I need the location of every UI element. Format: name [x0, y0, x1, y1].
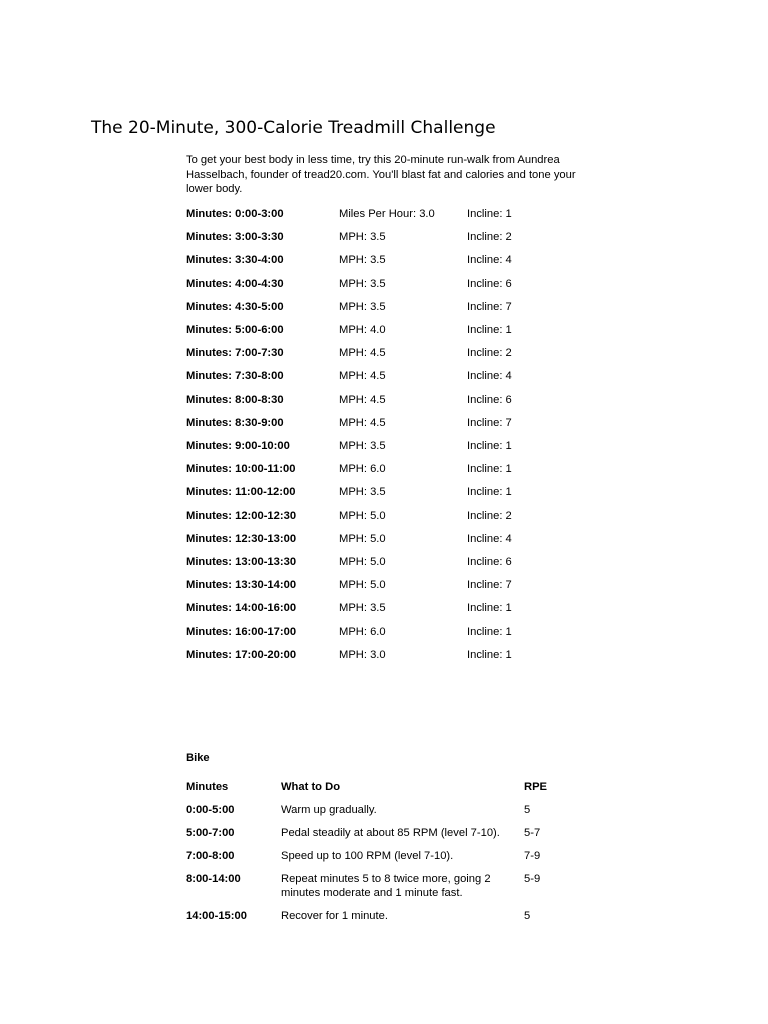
treadmill-incline: Incline: 7: [467, 300, 512, 313]
treadmill-speed: MPH: 3.0: [339, 648, 386, 661]
bike-what-to-do: Repeat minutes 5 to 8 twice more, going 2 minutes moderate and 1 minute fast.: [281, 873, 491, 899]
treadmill-incline: Incline: 6: [467, 393, 512, 406]
treadmill-minutes: Minutes: 8:30-9:00: [186, 416, 284, 429]
treadmill-minutes: Minutes: 4:00-4:30: [186, 277, 284, 290]
treadmill-minutes: Minutes: 10:00-11:00: [186, 463, 296, 476]
treadmill-incline: Incline: 1: [467, 625, 512, 638]
bike-header-minutes: Minutes: [186, 781, 229, 793]
treadmill-minutes: Minutes: 12:00-12:30: [186, 509, 297, 522]
treadmill-row: [186, 252, 606, 268]
treadmill-speed: MPH: 4.5: [339, 393, 386, 406]
treadmill-minutes: Minutes: 13:30-14:00: [186, 579, 297, 592]
treadmill-minutes: Minutes: 7:00-7:30: [186, 347, 284, 360]
treadmill-incline: Incline: 2: [467, 509, 512, 522]
bike-what-to-do: Speed up to 100 RPM (level 7-10).: [281, 850, 454, 862]
treadmill-incline: Incline: 1: [467, 648, 512, 661]
treadmill-incline: Incline: 1: [467, 324, 512, 336]
treadmill-row: [186, 508, 606, 524]
treadmill-minutes: Minutes: 9:00-10:00: [186, 440, 290, 452]
treadmill-minutes: Minutes: 7:30-8:00: [186, 370, 284, 383]
treadmill-incline: Incline: 4: [467, 254, 512, 267]
treadmill-speed: MPH: 3.5: [339, 277, 386, 290]
treadmill-minutes: Minutes: 16:00-17:00: [186, 625, 297, 638]
treadmill-row: [186, 531, 606, 547]
treadmill-row: [186, 600, 606, 616]
bike-what-to-do: Warm up gradually.: [281, 804, 377, 816]
treadmill-row: [186, 554, 606, 570]
treadmill-speed: MPH: 5.0: [339, 532, 386, 545]
treadmill-speed: MPH: 6.0: [339, 463, 386, 476]
treadmill-speed: MPH: 3.5: [339, 486, 386, 499]
treadmill-minutes: Minutes: 12:30-13:00: [186, 532, 297, 545]
treadmill-speed: MPH: 3.5: [339, 602, 386, 615]
bike-heading: Bike: [186, 752, 210, 764]
treadmill-row: [186, 229, 606, 245]
bike-header-what-to-do: What to Do: [281, 781, 341, 793]
treadmill-minutes: Minutes: 4:30-5:00: [186, 300, 284, 313]
bike-minutes: 7:00-8:00: [186, 850, 235, 862]
treadmill-speed: MPH: 3.5: [339, 440, 386, 452]
treadmill-incline: Incline: 6: [467, 556, 512, 568]
treadmill-speed: MPH: 4.0: [339, 324, 386, 336]
treadmill-row: [186, 624, 606, 640]
bike-rpe: 5: [524, 804, 531, 816]
bike-rpe: 5: [524, 910, 531, 922]
treadmill-row: [186, 345, 606, 361]
treadmill-incline: Incline: 7: [467, 579, 512, 592]
treadmill-row: [186, 438, 606, 454]
treadmill-speed: MPH: 6.0: [339, 625, 386, 638]
treadmill-row: [186, 577, 606, 593]
treadmill-row: [186, 368, 606, 384]
treadmill-speed: MPH: 4.5: [339, 347, 386, 360]
treadmill-incline: Incline: 6: [467, 277, 512, 290]
treadmill-row: [186, 322, 606, 338]
page-title: The 20-Minute, 300-Calorie Treadmill Challenge: [91, 118, 496, 138]
treadmill-incline: Incline: 4: [467, 532, 512, 545]
treadmill-minutes: Minutes: 8:00-8:30: [186, 393, 284, 406]
bike-header-rpe: RPE: [524, 781, 548, 793]
treadmill-row: [186, 276, 606, 292]
treadmill-speed: MPH: 3.5: [339, 254, 386, 267]
treadmill-speed: MPH: 5.0: [339, 509, 386, 522]
treadmill-row: [186, 647, 606, 663]
treadmill-minutes: Minutes: 3:30-4:00: [186, 254, 284, 267]
treadmill-minutes: Minutes: 17:00-20:00: [186, 648, 297, 661]
treadmill-speed: MPH: 3.5: [339, 300, 386, 313]
treadmill-row: [186, 392, 606, 408]
treadmill-incline: Incline: 1: [467, 440, 512, 452]
treadmill-incline: Incline: 1: [467, 208, 512, 220]
treadmill-minutes: Minutes: 13:00-13:30: [186, 556, 297, 568]
treadmill-speed: MPH: 4.5: [339, 416, 386, 429]
treadmill-row: [186, 206, 606, 222]
bike-rpe: 7-9: [524, 850, 541, 862]
treadmill-speed: MPH: 3.5: [339, 231, 386, 244]
treadmill-minutes: Minutes: 11:00-12:00: [186, 486, 296, 499]
bike-what-to-do: Recover for 1 minute.: [281, 910, 388, 922]
bike-minutes: 8:00-14:00: [186, 873, 241, 885]
treadmill-minutes: Minutes: 5:00-6:00: [186, 324, 284, 336]
treadmill-incline: Incline: 1: [467, 486, 512, 499]
intro-paragraph: To get your best body in less time, try this 20-minute run-walk from Aundrea Hasselbach, founder of tread20.com. You'll blast fat and calories and tone your lower body.: [186, 154, 576, 195]
treadmill-incline: Incline: 2: [467, 231, 512, 244]
treadmill-speed: MPH: 4.5: [339, 370, 386, 383]
treadmill-incline: Incline: 4: [467, 370, 512, 383]
treadmill-incline: Incline: 2: [467, 347, 512, 360]
bike-minutes: 5:00-7:00: [186, 827, 235, 839]
bike-rpe: 5-9: [524, 873, 541, 885]
treadmill-row: [186, 415, 606, 431]
bike-minutes: 0:00-5:00: [186, 804, 235, 816]
treadmill-minutes: Minutes: 0:00-3:00: [186, 208, 284, 220]
treadmill-row: [186, 461, 606, 477]
treadmill-row: [186, 484, 606, 500]
treadmill-incline: Incline: 7: [467, 416, 512, 429]
treadmill-minutes: Minutes: 3:00-3:30: [186, 231, 284, 244]
treadmill-incline: Incline: 1: [467, 463, 512, 476]
bike-what-to-do: Pedal steadily at about 85 RPM (level 7-10).: [281, 827, 500, 839]
treadmill-speed: MPH: 5.0: [339, 556, 386, 568]
treadmill-row: [186, 299, 606, 315]
bike-minutes: 14:00-15:00: [186, 910, 247, 922]
treadmill-speed: MPH: 5.0: [339, 579, 386, 592]
treadmill-speed: Miles Per Hour: 3.0: [339, 208, 435, 220]
treadmill-minutes: Minutes: 14:00-16:00: [186, 602, 297, 615]
treadmill-incline: Incline: 1: [467, 602, 512, 615]
bike-rpe: 5-7: [524, 827, 541, 839]
